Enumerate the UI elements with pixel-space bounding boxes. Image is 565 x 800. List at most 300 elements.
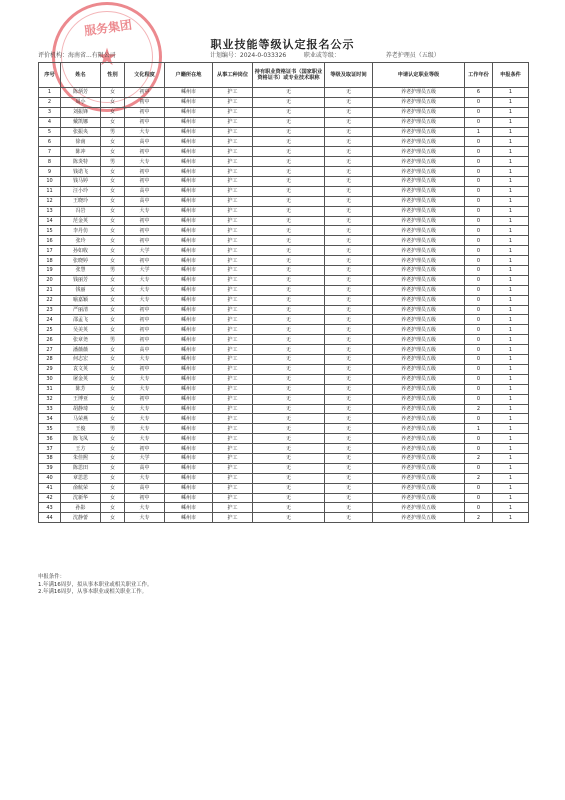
table-row <box>39 355 529 365</box>
cell-col-name: 王俊 <box>61 424 101 434</box>
cell-col-index: 41 <box>39 483 61 493</box>
cell-col-index: 34 <box>39 414 61 424</box>
cell-col-target-level: 养老护理员五级 <box>373 88 465 98</box>
cell-col-job: 护工 <box>213 315 253 325</box>
cell-col-cert-level-date: 无 <box>325 295 373 305</box>
cell-col-cert-level-date: 无 <box>325 483 373 493</box>
cell-col-target-level: 养老护理员五级 <box>373 364 465 374</box>
note-item-2: 2.年满16周岁，从事本职业或相关职业工作。 <box>38 589 148 595</box>
cell-col-job: 护工 <box>213 206 253 216</box>
cell-col-target-level: 养老护理员五级 <box>373 275 465 285</box>
cell-col-certificate: 无 <box>253 107 325 117</box>
cell-col-job: 护工 <box>213 444 253 454</box>
cell-col-name: 冯岩 <box>61 206 101 216</box>
cell-col-cert-level-date: 无 <box>325 414 373 424</box>
cell-col-years: 0 <box>465 285 493 295</box>
cell-col-index: 42 <box>39 493 61 503</box>
cell-col-target-level: 养老护理员五级 <box>373 167 465 177</box>
cell-col-name: 张晓婷 <box>61 256 101 266</box>
cell-col-target-level: 养老护理员五级 <box>373 453 465 463</box>
cell-col-cert-level-date: 无 <box>325 275 373 285</box>
cell-col-condition: 1 <box>493 513 529 523</box>
cell-col-index: 43 <box>39 503 61 513</box>
cell-col-condition: 1 <box>493 167 529 177</box>
cell-col-certificate: 无 <box>253 463 325 473</box>
table-row <box>39 434 529 444</box>
cell-col-name: 钱诺飞 <box>61 167 101 177</box>
cell-col-gender: 女 <box>101 483 125 493</box>
cell-col-education: 初中 <box>125 97 165 107</box>
header-col-condition: 申报条件 <box>493 63 529 88</box>
cell-col-education: 初中 <box>125 236 165 246</box>
cell-col-domicile: 嵊州市 <box>165 137 213 147</box>
cell-col-education: 大专 <box>125 434 165 444</box>
cell-col-education: 初中 <box>125 315 165 325</box>
cell-col-name: 王方 <box>61 444 101 454</box>
cell-col-domicile: 嵊州市 <box>165 117 213 127</box>
cell-col-target-level: 养老护理员五级 <box>373 186 465 196</box>
cell-col-cert-level-date: 无 <box>325 127 373 137</box>
cell-col-condition: 1 <box>493 226 529 236</box>
cell-col-education: 高中 <box>125 483 165 493</box>
cell-col-domicile: 嵊州市 <box>165 216 213 226</box>
cell-col-cert-level-date: 无 <box>325 315 373 325</box>
cell-col-condition: 1 <box>493 414 529 424</box>
cell-col-domicile: 嵊州市 <box>165 266 213 276</box>
cell-col-job: 护工 <box>213 266 253 276</box>
cell-col-condition: 1 <box>493 434 529 444</box>
cell-col-index: 12 <box>39 196 61 206</box>
cell-col-target-level: 养老护理员五级 <box>373 266 465 276</box>
cell-col-years: 0 <box>465 315 493 325</box>
cell-col-job: 护工 <box>213 493 253 503</box>
cell-col-condition: 1 <box>493 177 529 187</box>
cell-col-years: 2 <box>465 513 493 523</box>
cell-col-job: 护工 <box>213 364 253 374</box>
cell-col-years: 0 <box>465 137 493 147</box>
cell-col-gender: 女 <box>101 117 125 127</box>
cell-col-name: 潘薇薇 <box>61 345 101 355</box>
notes-heading: 申报条件： <box>38 574 65 580</box>
cell-col-education: 高中 <box>125 186 165 196</box>
cell-col-gender: 女 <box>101 177 125 187</box>
cell-col-gender: 女 <box>101 463 125 473</box>
cell-col-name: 张章尧 <box>61 335 101 345</box>
cell-col-years: 0 <box>465 275 493 285</box>
cell-col-domicile: 嵊州市 <box>165 186 213 196</box>
cell-col-gender: 女 <box>101 414 125 424</box>
cell-col-cert-level-date: 无 <box>325 513 373 523</box>
cell-col-years: 2 <box>465 473 493 483</box>
cell-col-gender: 女 <box>101 107 125 117</box>
cell-col-index: 9 <box>39 167 61 177</box>
cell-col-education: 初中 <box>125 167 165 177</box>
cell-col-name: 戴凯娜 <box>61 117 101 127</box>
table-row <box>39 414 529 424</box>
cell-col-years: 0 <box>465 147 493 157</box>
cell-col-job: 护工 <box>213 434 253 444</box>
cell-col-domicile: 嵊州市 <box>165 285 213 295</box>
cell-col-years: 0 <box>465 97 493 107</box>
cell-col-gender: 女 <box>101 88 125 98</box>
cell-col-job: 护工 <box>213 483 253 493</box>
table-row <box>39 305 529 315</box>
cell-col-gender: 女 <box>101 355 125 365</box>
cell-col-job: 护工 <box>213 167 253 177</box>
cell-col-certificate: 无 <box>253 414 325 424</box>
cell-col-education: 初中 <box>125 394 165 404</box>
cell-col-name: 陈炳芳 <box>61 88 101 98</box>
cell-col-cert-level-date: 无 <box>325 147 373 157</box>
cell-col-certificate: 无 <box>253 196 325 206</box>
cell-col-name: 邵孟飞 <box>61 315 101 325</box>
cell-col-cert-level-date: 无 <box>325 246 373 256</box>
cell-col-index: 3 <box>39 107 61 117</box>
cell-col-domicile: 嵊州市 <box>165 364 213 374</box>
cell-col-certificate: 无 <box>253 513 325 523</box>
table-row <box>39 364 529 374</box>
cell-col-condition: 1 <box>493 444 529 454</box>
cell-col-domicile: 嵊州市 <box>165 355 213 365</box>
cell-col-education: 大专 <box>125 374 165 384</box>
table-row <box>39 513 529 523</box>
cell-col-index: 37 <box>39 444 61 454</box>
table-body <box>39 88 529 523</box>
cell-col-education: 大专 <box>125 275 165 285</box>
cell-col-years: 0 <box>465 335 493 345</box>
cell-col-cert-level-date: 无 <box>325 196 373 206</box>
cell-col-education: 初中 <box>125 226 165 236</box>
cell-col-cert-level-date: 无 <box>325 355 373 365</box>
cell-col-job: 护工 <box>213 305 253 315</box>
cell-col-name: 陈冲 <box>61 147 101 157</box>
cell-col-target-level: 养老护理员五级 <box>373 424 465 434</box>
cell-col-cert-level-date: 无 <box>325 117 373 127</box>
cell-col-job: 护工 <box>213 117 253 127</box>
cell-col-years: 1 <box>465 127 493 137</box>
cell-col-job: 护工 <box>213 404 253 414</box>
cell-col-certificate: 无 <box>253 127 325 137</box>
cell-col-name: 朱佳熙 <box>61 453 101 463</box>
cell-col-education: 初中 <box>125 88 165 98</box>
cell-col-years: 0 <box>465 345 493 355</box>
cell-col-gender: 女 <box>101 493 125 503</box>
cell-col-education: 大学 <box>125 453 165 463</box>
cell-col-job: 护工 <box>213 137 253 147</box>
cell-col-years: 0 <box>465 196 493 206</box>
cell-col-condition: 1 <box>493 147 529 157</box>
cell-col-index: 30 <box>39 374 61 384</box>
cell-col-gender: 女 <box>101 364 125 374</box>
cell-col-years: 2 <box>465 453 493 463</box>
cell-col-domicile: 嵊州市 <box>165 107 213 117</box>
cell-col-education: 大专 <box>125 473 165 483</box>
cell-col-domicile: 嵊州市 <box>165 453 213 463</box>
cell-col-education: 大专 <box>125 206 165 216</box>
table-row <box>39 266 529 276</box>
cell-col-target-level: 养老护理员五级 <box>373 434 465 444</box>
cell-col-condition: 1 <box>493 275 529 285</box>
cell-col-years: 0 <box>465 463 493 473</box>
cell-col-condition: 1 <box>493 266 529 276</box>
table-row <box>39 374 529 384</box>
cell-col-index: 1 <box>39 88 61 98</box>
cell-col-cert-level-date: 无 <box>325 424 373 434</box>
cell-col-years: 0 <box>465 256 493 266</box>
cell-col-condition: 1 <box>493 335 529 345</box>
table-row <box>39 345 529 355</box>
cell-col-gender: 女 <box>101 236 125 246</box>
cell-col-domicile: 嵊州市 <box>165 335 213 345</box>
cell-col-domicile: 嵊州市 <box>165 256 213 266</box>
cell-col-years: 0 <box>465 107 493 117</box>
header-col-education: 文化程度 <box>125 63 165 88</box>
cell-col-name: 钱马婷 <box>61 177 101 187</box>
cell-col-gender: 男 <box>101 424 125 434</box>
cell-col-years: 0 <box>465 434 493 444</box>
cell-col-gender: 男 <box>101 127 125 137</box>
cell-col-condition: 1 <box>493 325 529 335</box>
cell-col-certificate: 无 <box>253 384 325 394</box>
cell-col-education: 大专 <box>125 355 165 365</box>
cell-col-gender: 女 <box>101 345 125 355</box>
cell-col-gender: 女 <box>101 374 125 384</box>
cell-col-name: 陈飞凤 <box>61 434 101 444</box>
cell-col-name: 张玲 <box>61 236 101 246</box>
cell-col-name: 吴美英 <box>61 325 101 335</box>
cell-col-target-level: 养老护理员五级 <box>373 335 465 345</box>
cell-col-target-level: 养老护理员五级 <box>373 216 465 226</box>
cell-col-years: 0 <box>465 493 493 503</box>
cell-col-index: 32 <box>39 394 61 404</box>
cell-col-condition: 1 <box>493 424 529 434</box>
cell-col-index: 38 <box>39 453 61 463</box>
cell-col-condition: 1 <box>493 196 529 206</box>
table-row <box>39 453 529 463</box>
cell-col-condition: 1 <box>493 463 529 473</box>
cell-col-index: 33 <box>39 404 61 414</box>
cell-col-name: 何志宏 <box>61 355 101 365</box>
cell-col-cert-level-date: 无 <box>325 216 373 226</box>
cell-col-certificate: 无 <box>253 473 325 483</box>
cell-col-certificate: 无 <box>253 483 325 493</box>
cell-col-target-level: 养老护理员五级 <box>373 374 465 384</box>
cell-col-name: 沈新华 <box>61 493 101 503</box>
cell-col-education: 高中 <box>125 463 165 473</box>
cell-col-cert-level-date: 无 <box>325 384 373 394</box>
cell-col-domicile: 嵊州市 <box>165 473 213 483</box>
table-row <box>39 167 529 177</box>
cell-col-target-level: 养老护理员五级 <box>373 305 465 315</box>
cell-col-certificate: 无 <box>253 404 325 414</box>
cell-col-condition: 1 <box>493 374 529 384</box>
meta-occupation: 职业或等级： <box>303 52 340 59</box>
cell-col-target-level: 养老护理员五级 <box>373 325 465 335</box>
cell-col-name: 徐南 <box>61 137 101 147</box>
cell-col-condition: 1 <box>493 186 529 196</box>
cell-col-gender: 女 <box>101 246 125 256</box>
cell-col-target-level: 养老护理员五级 <box>373 414 465 424</box>
cell-col-name: 孙如收 <box>61 246 101 256</box>
cell-col-certificate: 无 <box>253 266 325 276</box>
cell-col-gender: 女 <box>101 384 125 394</box>
cell-col-index: 16 <box>39 236 61 246</box>
cell-col-name: 周小 <box>61 97 101 107</box>
cell-col-condition: 1 <box>493 315 529 325</box>
cell-col-certificate: 无 <box>253 147 325 157</box>
cell-col-education: 初中 <box>125 216 165 226</box>
cell-col-education: 初中 <box>125 147 165 157</box>
cell-col-certificate: 无 <box>253 216 325 226</box>
cell-col-job: 护工 <box>213 127 253 137</box>
cell-col-education: 大专 <box>125 295 165 305</box>
table-header-row <box>39 63 529 88</box>
cell-col-education: 初中 <box>125 364 165 374</box>
cell-col-certificate: 无 <box>253 157 325 167</box>
cell-col-cert-level-date: 无 <box>325 404 373 414</box>
cell-col-job: 护工 <box>213 414 253 424</box>
cell-col-cert-level-date: 无 <box>325 256 373 266</box>
document-title: 职业技能等级认定报名公示 <box>210 38 355 51</box>
cell-col-index: 21 <box>39 285 61 295</box>
cell-col-job: 护工 <box>213 335 253 345</box>
cell-col-education: 大学 <box>125 266 165 276</box>
cell-col-education: 大专 <box>125 404 165 414</box>
cell-col-job: 护工 <box>213 345 253 355</box>
cell-col-domicile: 嵊州市 <box>165 157 213 167</box>
cell-col-years: 0 <box>465 444 493 454</box>
cell-col-job: 护工 <box>213 88 253 98</box>
cell-col-certificate: 无 <box>253 325 325 335</box>
cell-col-name: 胡静琦 <box>61 404 101 414</box>
cell-col-name: 张慧 <box>61 266 101 276</box>
cell-col-cert-level-date: 无 <box>325 503 373 513</box>
table-row <box>39 384 529 394</box>
cell-col-target-level: 养老护理员五级 <box>373 444 465 454</box>
cell-col-condition: 1 <box>493 97 529 107</box>
cell-col-cert-level-date: 无 <box>325 473 373 483</box>
cell-col-years: 0 <box>465 374 493 384</box>
cell-col-years: 1 <box>465 424 493 434</box>
table-row <box>39 107 529 117</box>
cell-col-domicile: 嵊州市 <box>165 275 213 285</box>
cell-col-gender: 女 <box>101 196 125 206</box>
cell-col-domicile: 嵊州市 <box>165 206 213 216</box>
cell-col-gender: 女 <box>101 394 125 404</box>
cell-col-index: 27 <box>39 345 61 355</box>
cell-col-domicile: 嵊州市 <box>165 384 213 394</box>
cell-col-name: 汪小玲 <box>61 186 101 196</box>
table-row <box>39 335 529 345</box>
cell-col-name: 钱丽芳 <box>61 275 101 285</box>
cell-col-years: 0 <box>465 167 493 177</box>
document-meta <box>38 50 538 59</box>
cell-col-years: 0 <box>465 177 493 187</box>
cell-col-certificate: 无 <box>253 355 325 365</box>
cell-col-gender: 女 <box>101 513 125 523</box>
cell-col-certificate: 无 <box>253 444 325 454</box>
cell-col-condition: 1 <box>493 216 529 226</box>
cell-col-gender: 女 <box>101 256 125 266</box>
cell-col-condition: 1 <box>493 236 529 246</box>
table-row <box>39 315 529 325</box>
cell-col-gender: 女 <box>101 137 125 147</box>
cell-col-gender: 女 <box>101 305 125 315</box>
cell-col-years: 0 <box>465 216 493 226</box>
cell-col-condition: 1 <box>493 117 529 127</box>
cell-col-certificate: 无 <box>253 315 325 325</box>
table-row <box>39 206 529 216</box>
cell-col-cert-level-date: 无 <box>325 206 373 216</box>
cell-col-years: 0 <box>465 503 493 513</box>
cell-col-domicile: 嵊州市 <box>165 305 213 315</box>
table-row <box>39 236 529 246</box>
cell-col-cert-level-date: 无 <box>325 97 373 107</box>
cell-col-name: 李丹仿 <box>61 226 101 236</box>
cell-col-domicile: 嵊州市 <box>165 325 213 335</box>
cell-col-cert-level-date: 无 <box>325 453 373 463</box>
cell-col-education: 大专 <box>125 414 165 424</box>
cell-col-condition: 1 <box>493 503 529 513</box>
table-row <box>39 177 529 187</box>
cell-col-index: 39 <box>39 463 61 473</box>
cell-col-target-level: 养老护理员五级 <box>373 473 465 483</box>
cell-col-cert-level-date: 无 <box>325 177 373 187</box>
cell-col-condition: 1 <box>493 355 529 365</box>
cell-col-job: 护工 <box>213 384 253 394</box>
cell-col-domicile: 嵊州市 <box>165 295 213 305</box>
cell-col-years: 0 <box>465 206 493 216</box>
cell-col-cert-level-date: 无 <box>325 236 373 246</box>
cell-col-domicile: 嵊州市 <box>165 424 213 434</box>
cell-col-job: 护工 <box>213 177 253 187</box>
cell-col-gender: 女 <box>101 216 125 226</box>
cell-col-certificate: 无 <box>253 374 325 384</box>
cell-col-target-level: 养老护理员五级 <box>373 127 465 137</box>
cell-col-target-level: 养老护理员五级 <box>373 256 465 266</box>
cell-col-cert-level-date: 无 <box>325 266 373 276</box>
cell-col-certificate: 无 <box>253 97 325 107</box>
cell-col-name: 严丽清 <box>61 305 101 315</box>
cell-col-education: 大专 <box>125 285 165 295</box>
cell-col-certificate: 无 <box>253 256 325 266</box>
cell-col-cert-level-date: 无 <box>325 107 373 117</box>
cell-col-education: 初中 <box>125 256 165 266</box>
table-row <box>39 117 529 127</box>
notes-section <box>38 574 152 597</box>
cell-col-certificate: 无 <box>253 236 325 246</box>
table-row <box>39 127 529 137</box>
table-row <box>39 97 529 107</box>
header-col-cert-level-date: 等级及取证时间 <box>325 63 373 88</box>
cell-col-domicile: 嵊州市 <box>165 483 213 493</box>
table-row <box>39 463 529 473</box>
cell-col-gender: 女 <box>101 325 125 335</box>
cell-col-domicile: 嵊州市 <box>165 463 213 473</box>
cell-col-job: 护工 <box>213 473 253 483</box>
cell-col-name: 范金英 <box>61 216 101 226</box>
cell-col-index: 36 <box>39 434 61 444</box>
cell-col-domicile: 嵊州市 <box>165 246 213 256</box>
cell-col-cert-level-date: 无 <box>325 305 373 315</box>
cell-col-certificate: 无 <box>253 226 325 236</box>
cell-col-education: 初中 <box>125 444 165 454</box>
cell-col-gender: 女 <box>101 295 125 305</box>
cell-col-cert-level-date: 无 <box>325 157 373 167</box>
cell-col-certificate: 无 <box>253 137 325 147</box>
cell-col-cert-level-date: 无 <box>325 88 373 98</box>
cell-col-condition: 1 <box>493 137 529 147</box>
